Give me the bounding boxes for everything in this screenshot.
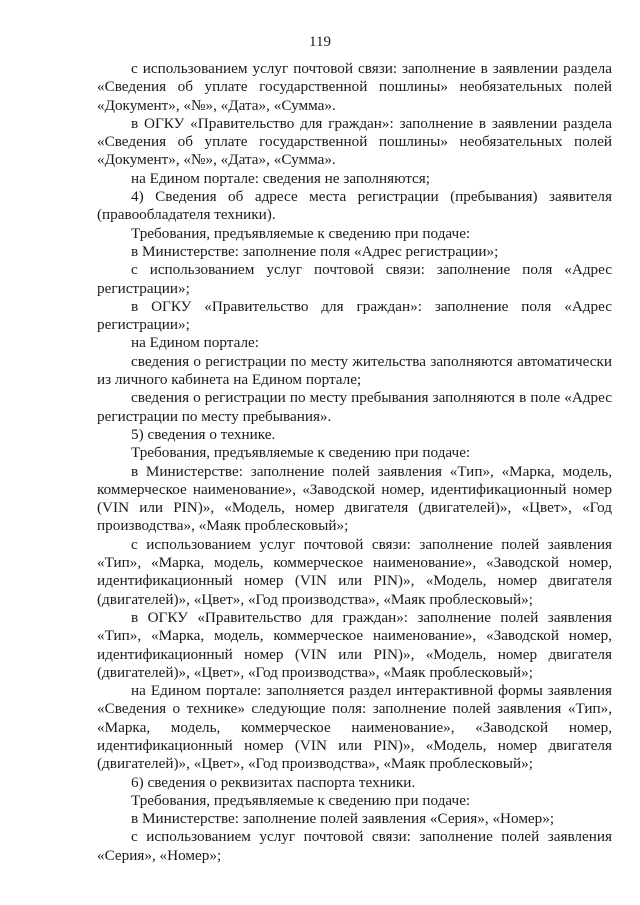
paragraph-requirements-passport: Требования, предъявляемые к сведению при подаче: (131, 791, 471, 809)
paragraph-portal-vehicle: на Едином портале: заполняется раздел интерактивной формы заявления «Сведения о технике» следующие поля: заполнение полей заявления «Тип», «Марка, модель, коммерческое наименование», «Заводской номер, идентификационный номер (VIN или PIN)», «Модель, номер двигателя (двигателей)», «Цвет», «Год производства», «Маяк проблесковый»; (97, 682, 612, 773)
paragraph-postal-address: с использованием услуг почтовой связи: заполнение поля «Адрес регистрации»; (97, 261, 612, 297)
paragraph-postal-passport: с использованием услуг почтовой связи: заполнение полей заявления «Серия», «Номер»; (97, 828, 612, 864)
paragraph-stay-registration: сведения о регистрации по месту пребывания заполняются в поле «Адрес регистрации по месту пребывания». (97, 389, 612, 425)
paragraph-passport-heading: 6) сведения о реквизитах паспорта техники. (131, 773, 416, 791)
paragraph-postal-fee: с использованием услуг почтовой связи: заполнение в заявлении раздела «Сведения об уплате государственной пошлины» необязательных полей «Документ», «№», «Дата», «Сумма». (97, 60, 612, 114)
page-number: 119 (309, 34, 331, 50)
paragraph-ministry-vehicle: в Министерстве: заполнение полей заявления «Тип», «Марка, модель, коммерческое наименование», «Заводской номер, идентификационный номер (VIN или PIN)», «Модель, номер двигателя (двигателей)», «Цвет», «Год производства», «Маяк проблесковый»; (97, 462, 612, 535)
paragraph-portal-fee: на Едином портале: сведения не заполняются; (131, 169, 430, 187)
paragraph-ministry-passport: в Министерстве: заполнение полей заявления «Серия», «Номер»; (131, 810, 555, 828)
document-body (97, 60, 612, 865)
paragraph-portal-address: на Едином портале: (131, 334, 259, 352)
paragraph-vehicle-heading: 5) сведения о технике. (131, 425, 276, 443)
paragraph-ministry-address: в Министерстве: заполнение поля «Адрес регистрации»; (131, 242, 499, 260)
paragraph-ogku-fee: в ОГКУ «Правительство для граждан»: заполнение в заявлении раздела «Сведения об уплате государственной пошлины» необязательных полей «Документ», «№», «Дата», «Сумма». (97, 114, 612, 169)
paragraph-residence-registration: сведения о регистрации по месту жительства заполняются автоматически из личного кабинета на Едином портале; (97, 352, 612, 389)
paragraph-address-heading: 4) Сведения об адресе места регистрации (пребывания) заявителя (правообладателя техники). (97, 188, 612, 224)
paragraph-ogku-vehicle: в ОГКУ «Правительство для граждан»: заполнение полей заявления «Тип», «Марка, модель, коммерческое наименование», «Заводской номер, идентификационный номер (VIN или PIN)», «Модель, номер двигателя (двигателей)», «Цвет», «Год производства», «Маяк проблесковый»; (97, 608, 612, 681)
paragraph-requirements-address: Требования, предъявляемые к сведению при подаче: (131, 224, 471, 242)
paragraph-postal-vehicle: с использованием услуг почтовой связи: заполнение полей заявления «Тип», «Марка, модель, коммерческое наименование», «Заводской номер, идентификационный номер (VIN или PIN)», «Модель, номер двигателя (двигателей)», «Цвет», «Год производства», «Маяк проблесковый»; (97, 535, 612, 608)
paragraph-requirements-vehicle: Требования, предъявляемые к сведению при подаче: (131, 444, 471, 462)
paragraph-ogku-address: в ОГКУ «Правительство для граждан»: заполнение поля «Адрес регистрации»; (97, 297, 612, 334)
